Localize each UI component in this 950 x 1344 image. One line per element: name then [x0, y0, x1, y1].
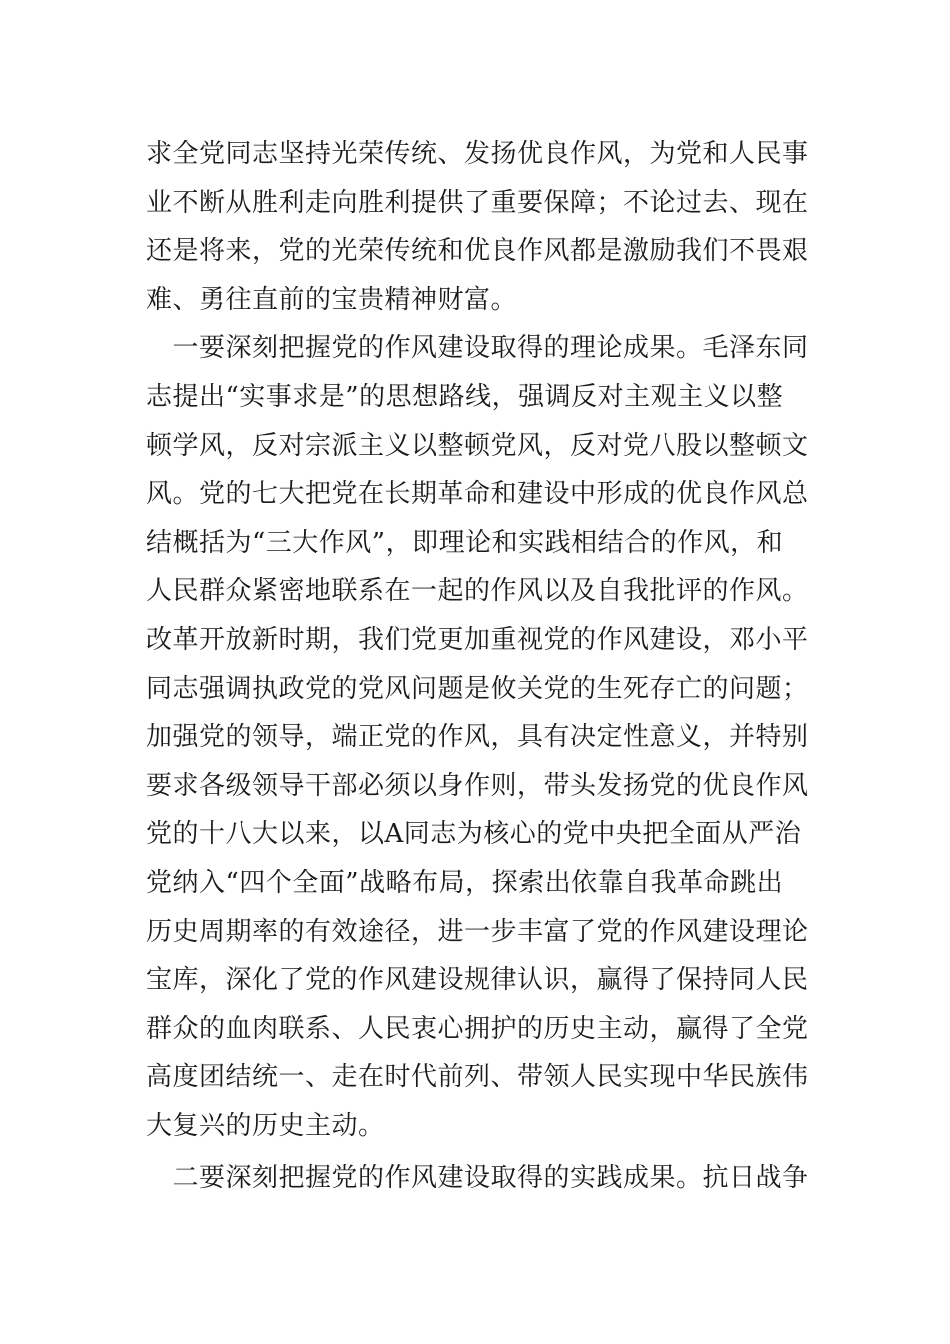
paragraph-start-line: 二要深刻把握党的作风建设取得的实践成果。抗日战争	[146, 1163, 809, 1194]
text-line: 人民群众紧密地联系在一起的作风以及自我批评的作风。	[146, 576, 809, 607]
text-line: 改革开放新时期，我们党更加重视党的作风建设，邓小平	[146, 624, 809, 655]
text-line: 高度团结统一、走在时代前列、带领人民实现中华民族伟	[146, 1062, 809, 1093]
text-line: 群众的血肉联系、人民衷心拥护的历史主动，赢得了全党	[146, 1013, 809, 1044]
text-line: 宝库，深化了党的作风建设规律认识，赢得了保持同人民	[146, 965, 809, 996]
text-line: 志提出“实事求是”的思想路线，强调反对主观主义以整	[146, 381, 784, 412]
text-line: 加强党的领导，端正党的作风，具有决定性意义，并特别	[146, 722, 809, 753]
text-line: 历史周期率的有效途径，进一步丰富了党的作风建设理论	[146, 916, 809, 947]
text-line: 顿学风，反对宗派主义以整顿党风，反对党八股以整顿文	[146, 430, 809, 461]
body-text	[146, 130, 826, 1203]
text-line: 业不断从胜利走向胜利提供了重要保障；不论过去、现在	[146, 187, 809, 218]
text-line: 要求各级领导干部必须以身作则，带头发扬党的优良作风	[146, 770, 809, 801]
text-line: 同志强调执政党的党风问题是攸关党的生死存亡的问题；	[146, 673, 809, 704]
text-line: 风。党的七大把党在长期革命和建设中形成的优良作风总	[146, 479, 809, 510]
text-line: 难、勇往直前的宝贵精神财富。	[146, 284, 518, 315]
text-line: 党的十八大以来，以A同志为核心的党中央把全面从严治	[146, 819, 802, 850]
text-line: 还是将来，党的光荣传统和优良作风都是激励我们不畏艰	[146, 236, 809, 267]
text-line: 求全党同志坚持光荣传统、发扬优良作风，为党和人民事	[146, 139, 809, 169]
text-line: 党纳入“四个全面”战略布局，探索出依靠自我革命跳出	[146, 867, 784, 898]
text-line: 结概括为“三大作风”，即理论和实践相结合的作风，和	[146, 527, 784, 558]
paragraph-start-line: 一要深刻把握党的作风建设取得的理论成果。毛泽东同	[146, 333, 809, 364]
text-line: 大复兴的历史主动。	[146, 1110, 385, 1141]
